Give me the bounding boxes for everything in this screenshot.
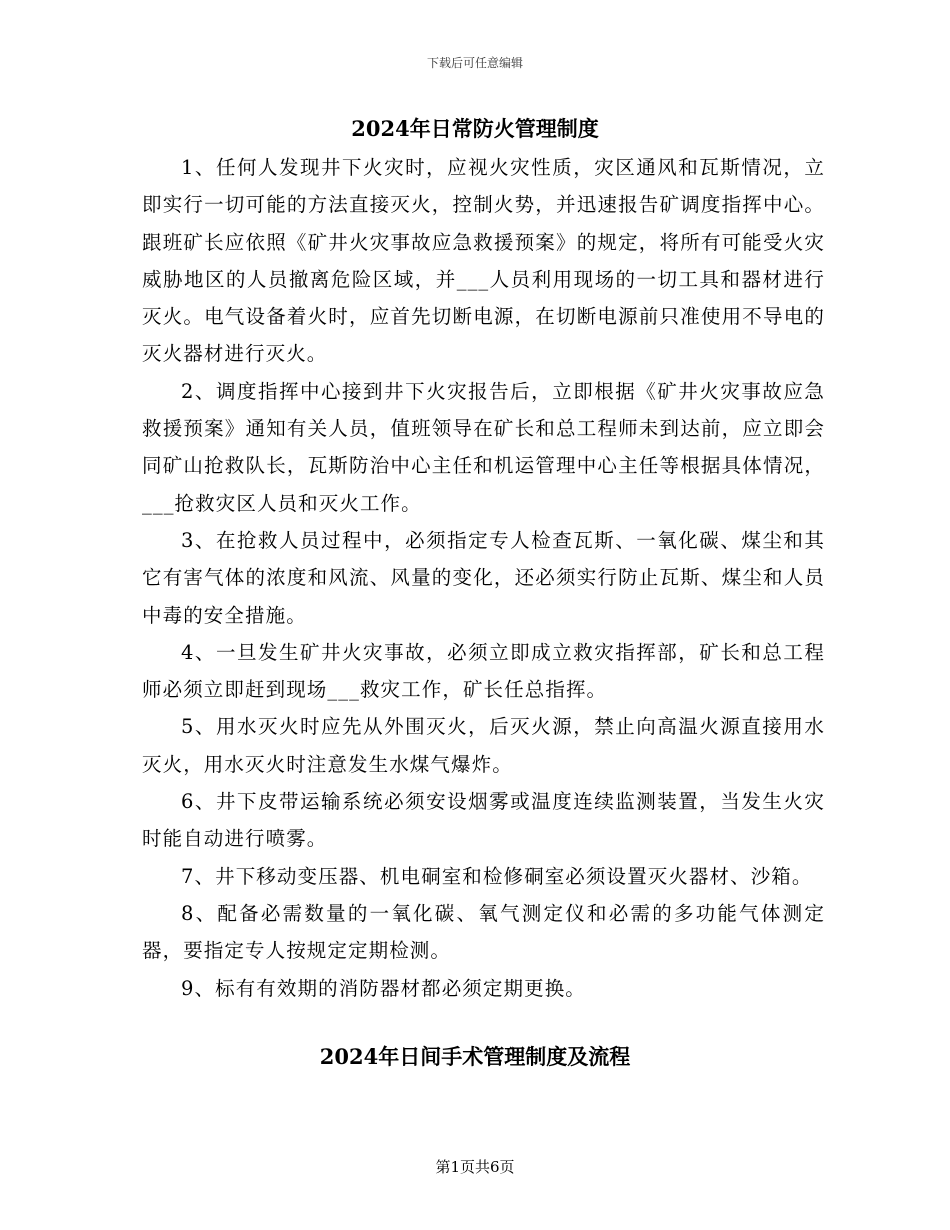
paragraph-5: 5、用水灭火时应先从外围灭火，后灭火源，禁止向高温火源直接用水灭火，用水灭火时注意发生水煤气爆炸。 xyxy=(142,715,825,776)
next-document-title: 2024年日间手术管理制度及流程 xyxy=(319,1044,631,1069)
paragraph-1: 1、任何人发现井下火灾时，应视火灾性质，灾区通风和瓦斯情况，立即实行一切可能的方法直接灭火，控制火势，并迅速报告矿调度指挥中心。跟班矿长应依照《矿井火灾事故应急救援预案》的规定，将所有可能受火灾威胁地区的人员撤离危险区域，并___人员利用现场的一切工具和器材进行灭火。电气设备着火时，应首先切断电源，在切断电源前只准使用不导电的灭火器材进行灭火。 xyxy=(142,156,825,366)
header-note: 下载后可任意编辑 xyxy=(426,56,523,70)
paragraph-7: 7、井下移动变压器、机电硐室和检修硐室必须设置灭火器材、沙箱。 xyxy=(181,864,813,888)
paragraph-3: 3、在抢救人员过程中，必须指定专人检查瓦斯、一氧化碳、煤尘和其它有害气体的浓度和风流、风量的变化，还必须实行防止瓦斯、煤尘和人员中毒的安全措施。 xyxy=(142,528,825,627)
paragraph-9: 9、标有有效期的消防器材都必须定期更换。 xyxy=(181,976,586,1000)
paragraph-8: 8、配备必需数量的一氧化碳、氧气测定仪和必需的多功能气体测定器，要指定专人按规定定期检测。 xyxy=(142,901,825,963)
paragraph-4: 4、一旦发生矿井火灾事故，必须立即成立救灾指挥部，矿长和总工程师必须立即赶到现场___救灾工作，矿长任总指挥。 xyxy=(142,640,825,702)
paragraph-6: 6、井下皮带运输系统必须安设烟雾或温度连续监测装置，当发生火灾时能自动进行喷雾。 xyxy=(142,790,825,851)
paragraph-2: 2、调度指挥中心接到井下火灾报告后，立即根据《矿井火灾事故应急救援预案》通知有关人员，值班领导在矿长和总工程师未到达前，应立即会同矿山抢救队长，瓦斯防治中心主任和机运管理中心主任等根据具体情况，___抢救灾区人员和灭火工作。 xyxy=(142,379,825,515)
page-footer: 第1页共6页 xyxy=(435,1158,515,1176)
document-title: 2024年日常防火管理制度 xyxy=(351,116,599,141)
document-body xyxy=(142,149,825,1007)
